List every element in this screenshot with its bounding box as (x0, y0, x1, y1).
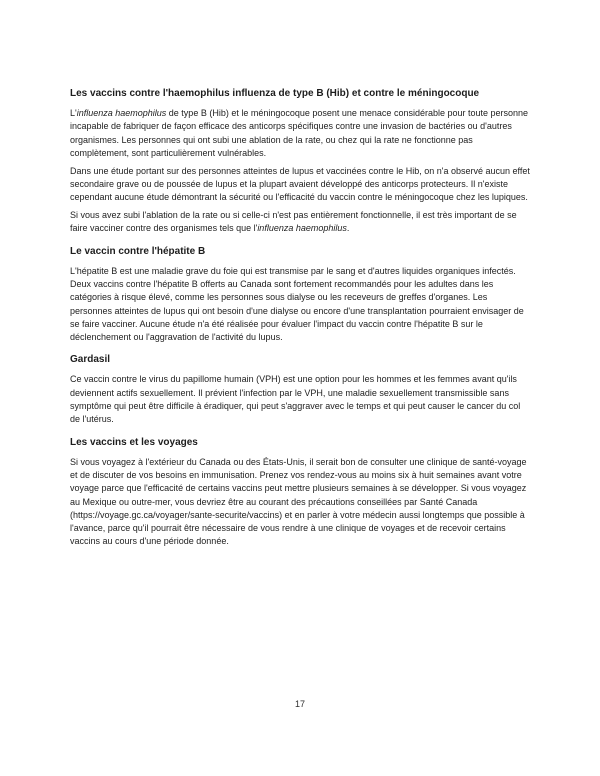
section-hepatite-b (70, 246, 530, 345)
paragraph-hib-2: Dans une étude portant sur des personnes atteintes de lupus et vaccinées contre le Hib, on n'a observé aucun effet secondaire grave ou de poussée de lupus et la plupart avaient développé des anticorps protecteurs. Il n'existe cependant aucune étude démontrant la sécurité ou l'efficacité du vaccin contre le méningocoque chez les lupiques. (70, 165, 530, 203)
text-run: Si vous avez subi l'ablation de la rate ou si celle-ci n'est pas entièrement fonctionnelle, il est très important de se faire vacciner contre des organismes tels que l' (70, 210, 517, 234)
paragraph-hib-3 (70, 209, 530, 236)
section-heading-gardasil: Gardasil (70, 354, 111, 366)
paragraph-hepatite-b: L'hépatite B est une maladie grave du foie qui est transmise par le sang et d'autres liquides organiques infectés. Deux vaccins contre l'hépatite B offerts au Canada sont fortement recommandés pour les adultes dans les catégories à risque élevé, comme les personnes sous dialyse ou les receveurs de greffes d'organes. Les personnes atteintes de lupus qui ont besoin d'une dialyse ou encore d'une transplantation pourraient envisager de se faire vacciner. Aucune étude n'a été réalisée pour évaluer l'impact du vaccin contre l'hépatite B sur le déclenchement ou l'aggravation de l'activité du lupus. (70, 265, 524, 343)
section-voyages (70, 437, 530, 549)
text-run: . (346, 223, 350, 234)
section-gardasil (70, 354, 530, 426)
section-heading-hepatite-b: Le vaccin contre l'hépatite B (70, 245, 206, 257)
text-run-italic: influenza haemophilus (257, 223, 347, 234)
text-run: de type B (Hib) et le méningocoque posent une menace considérable pour toute personne incapable de fabriquer de façon efficace des anticorps spécifiques contre une invasion de bactéries ou d'autres organismes. Les personnes qui ont subi une ablation de la rate, ou chez qui la rate ne fonctionne pas complètement, sont particulièrement vulnérables. (70, 108, 529, 158)
section-heading-voyages: Les vaccins et les voyages (70, 436, 198, 448)
section-heading-hib: Les vaccins contre l'haemophilus influenza de type B (Hib) et contre le méningocoque (70, 88, 480, 99)
section-hib (70, 88, 530, 236)
text-run: L' (70, 108, 77, 118)
paragraph-gardasil: Ce vaccin contre le virus du papillome humain (VPH) est une option pour les hommes et les femmes avant qu'ils deviennent actifs sexuellement. Il prévient l'infection par le VPH, une maladie sexuellement transmissible sans symptôme qui peut être difficile à éradiquer, qui peut s'aggraver avec le temps et qui peut causer le cancer du col de l'utérus. (70, 374, 521, 425)
page-number: 17 (294, 699, 305, 709)
paragraph-voyages: Si vous voyagez à l'extérieur du Canada ou des États-Unis, il serait bon de consulter une clinique de santé-voyage et de discuter de vos besoins en immunisation. Prenez vos rendez-vous au moins six à huit semaines avant votre voyage parce que l'efficacité de certains vaccins peut mettre plusieurs semaines à se développer. Si vous voyagez au Mexique ou outre-mer, vous devriez être au courant des précautions conseillées par Santé Canada (https://voyage.gc.ca/voyager/sante-securite/vaccins) et en parler à votre médecin aussi longtemps que possible à l'avance, parce qu'il pourrait être nécessaire de vous rendre à une clinique de voyages et de recevoir certains vaccins au cours d'une période donnée. (70, 456, 527, 547)
text-run-italic: influenza haemophilus (76, 108, 167, 118)
paragraph-hib-1 (70, 107, 530, 160)
